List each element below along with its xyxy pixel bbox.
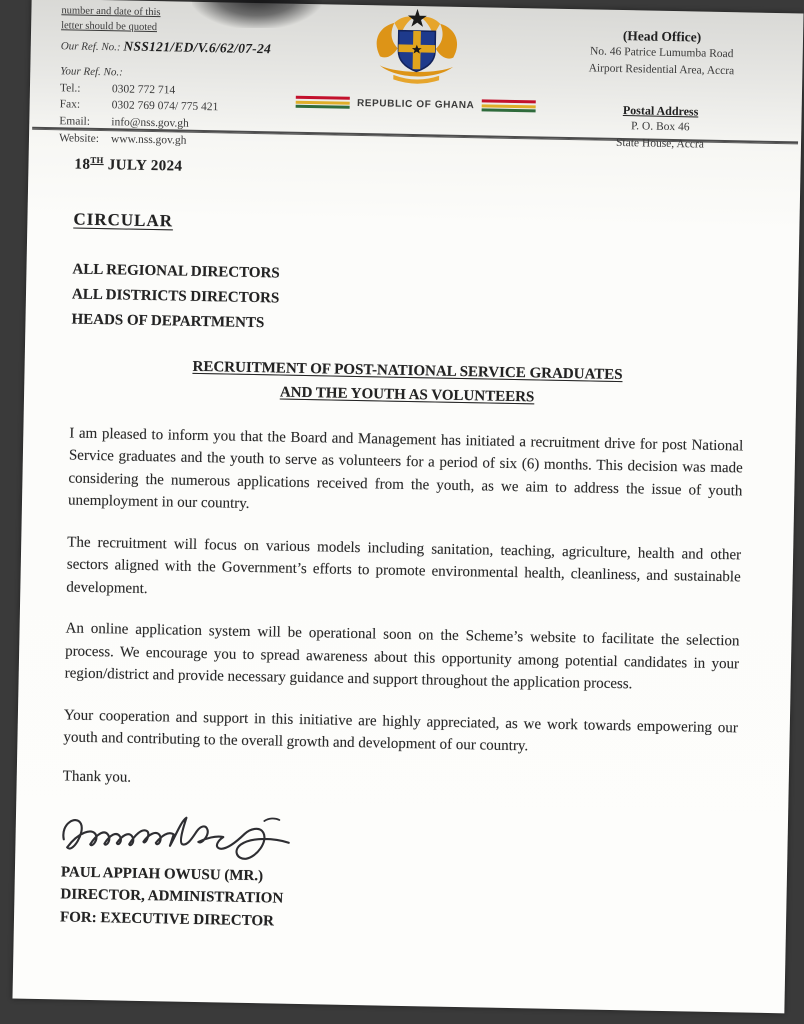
republic-ribbon (291, 96, 541, 113)
your-ref-label: Your Ref. No.: (60, 65, 123, 79)
contact-list (59, 80, 271, 151)
contact-row-website: Website: www.nss.gov.gh (58, 131, 187, 147)
letterhead (29, 0, 803, 151)
postal-address-label: Postal Address (622, 103, 699, 119)
recipient-line: HEADS OF DEPARTMENTS (71, 311, 265, 331)
letterhead-center-block (291, 6, 543, 113)
recipient-list (71, 258, 746, 345)
contact-row-tel: Tel.: 0302 772 714 (59, 81, 176, 97)
head-office-label: (Head Office) (622, 28, 702, 45)
signature-block (60, 807, 736, 941)
our-ref-value: NSS121/ED/V.6/62/07-24 (123, 38, 272, 57)
closing-line: Thank you. (62, 768, 132, 786)
ghana-flag-bar-icon (296, 96, 350, 109)
letter-body (14, 130, 801, 943)
contact-row-fax: Fax: 0302 769 074/ 775 421 (59, 98, 219, 114)
body-paragraph: I am pleased to inform you that the Board and Management has initiated a recruitment drive for post National Service graduates and the youth to serve as volunteers for a period of six (6) months. This decision was made considering the numerous applications received from the youth, as we aim to address the issue of youth unemployment in our country. (67, 425, 744, 513)
street-address-line: Airport Residential Area, Accra (588, 62, 735, 77)
our-ref-label: Our Ref. No.: (60, 40, 121, 54)
subject-line: AND THE YOUTH AS VOLUNTEERS (279, 384, 535, 405)
contact-row-email: Email: info@nss.gov.gh (59, 115, 189, 130)
quote-note-line: letter should be quoted (61, 19, 158, 33)
ghana-coat-of-arms-icon (369, 7, 465, 93)
quote-note-line: number and date of this (61, 5, 161, 19)
body-paragraph: Your cooperation and support in this initiative are highly appreciated, as we work towards empowering our youth and contributing to the overall growth and development of our country. (63, 707, 738, 755)
letter-page (12, 0, 803, 1013)
letterhead-right-block (545, 27, 777, 155)
signatory-title: DIRECTOR, ADMINISTRATION (60, 886, 284, 907)
letterhead-left-block (59, 4, 272, 150)
recipient-line: ALL REGIONAL DIRECTORS (72, 261, 280, 282)
tel-value: 0302 772 714 (111, 82, 176, 97)
postal-address-line: State House, Accra (615, 136, 705, 151)
fax-value: 0302 769 074/ 775 421 (111, 99, 219, 114)
body-paragraph: The recruitment will focus on various models including sanitation, teaching, agriculture, health and other sectors aligned with the Government’s efforts to promote environmental health, cleanliness, and sustainable development. (66, 534, 742, 597)
letter-date: 18TH JULY 2024 (74, 154, 183, 175)
signatory-for-line: FOR: EXECUTIVE DIRECTOR (59, 909, 275, 930)
body-paragraph: An online application system will be operational soon on the Scheme’s website to facilitate the selection process. We encourage you to spread awareness about this opportunity among potential candidates in your region/district and provide necessary guidance and support throughout the application process. (64, 620, 740, 693)
signatory-name: PAUL APPIAH OWUSU (MR.) (60, 864, 264, 885)
postal-address-block (545, 102, 776, 155)
website-value: www.nss.gov.gh (110, 132, 187, 147)
recipient-line: ALL DISTRICTS DIRECTORS (71, 286, 280, 307)
ghana-flag-bar-icon (481, 99, 535, 112)
street-address-line: No. 46 Patrice Lumumba Road (589, 45, 734, 61)
republic-of-ghana-label: REPUBLIC OF GHANA (356, 97, 475, 111)
circular-heading: CIRCULAR (73, 209, 174, 231)
ordinal-suffix: TH (90, 154, 104, 166)
subject-line: RECRUITMENT OF POST-NATIONAL SERVICE GRADUATES (192, 359, 623, 384)
our-ref-line (61, 37, 272, 60)
postal-address-line: P. O. Box 46 (630, 120, 690, 134)
subject-heading (70, 354, 745, 413)
email-value: info@nss.gov.gh (111, 116, 189, 130)
